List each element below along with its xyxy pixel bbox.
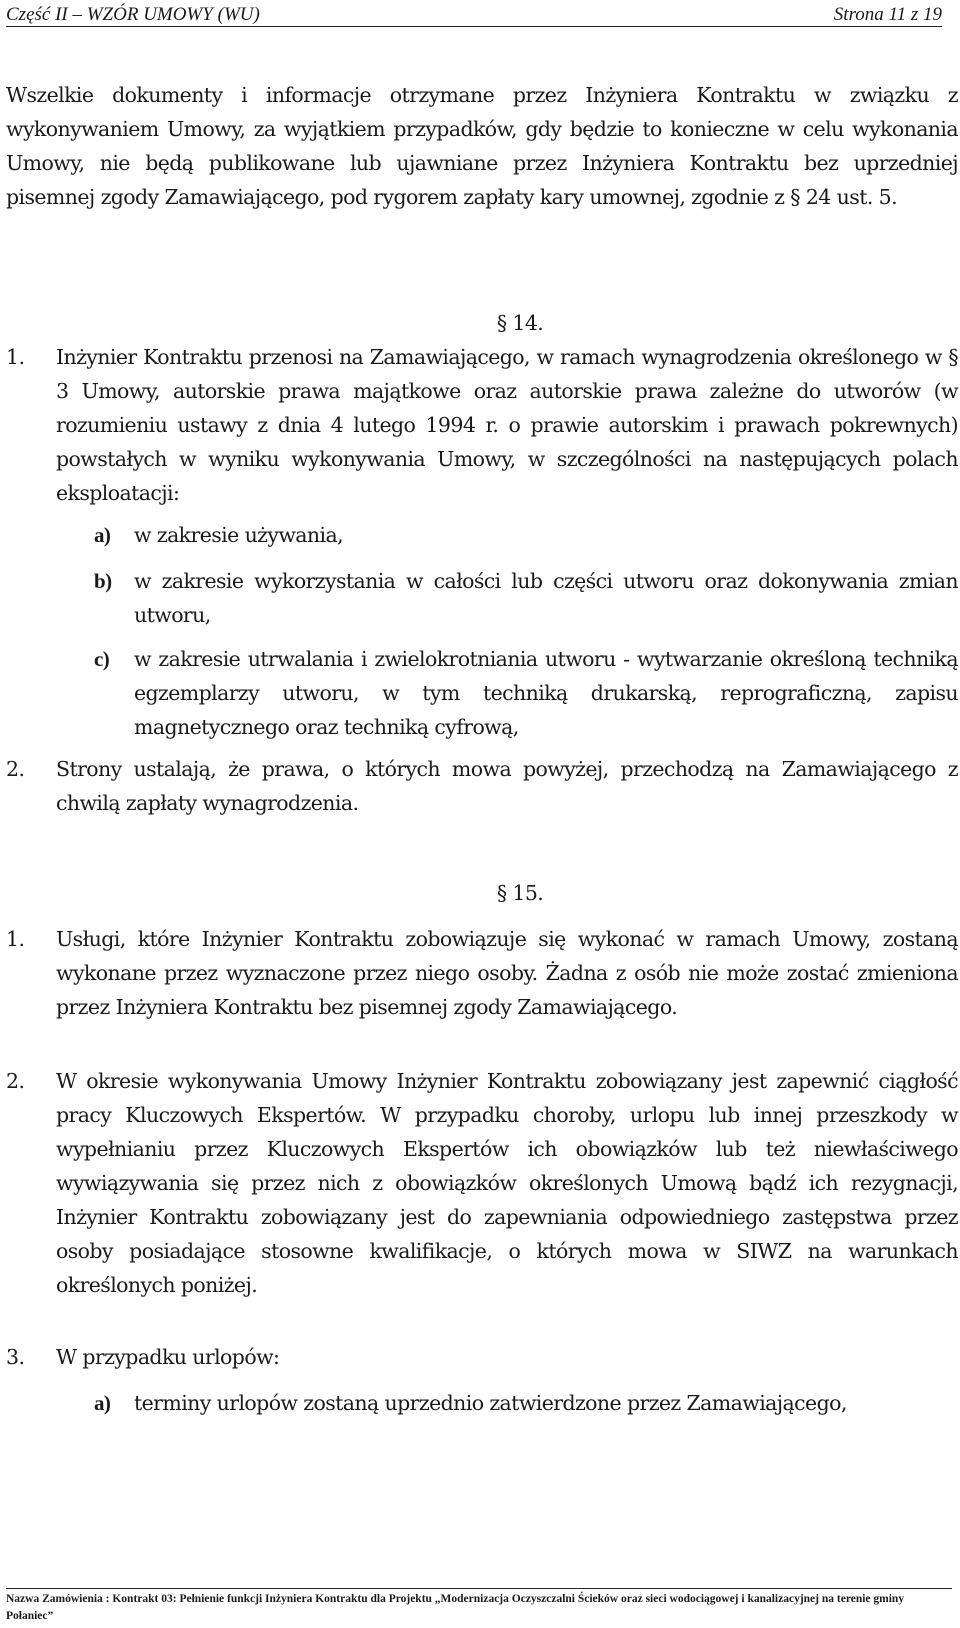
section-14-item-1 (6, 340, 958, 510)
item-number: 1. (6, 345, 25, 369)
section-title-14: § 14. (496, 311, 544, 335)
sub-text: w zakresie używania, (134, 523, 344, 547)
section-14-item-1-sub-c (94, 642, 958, 744)
sub-text: terminy urlopów zostaną uprzednio zatwierdzone przez Zamawiającego, (134, 1391, 847, 1415)
section-15-item-1 (6, 922, 958, 1024)
section-15-item-2 (6, 1064, 958, 1302)
item-text: Inżynier Kontraktu przenosi na Zamawiającego, w ramach wynagrodzenia określonego w § 3 Umowy, autorskie prawa majątkowe oraz autorskie prawa zależne do utworów (w rozumieniu ustawy z dnia 4 lutego 1994 r. o prawie autorskim i prawach pokrewnych) powstałych w wyniku wykonywania Umowy, w szczególności na następujących polach eksploatacji: (56, 345, 958, 505)
sub-text: w zakresie utrwalania i zwielokrotniania utworu - wytwarzanie określoną techniką egzemplarzy utworu, w tym techniką drukarską, reprograficzną, zapisu magnetycznego oraz techniką cyfrową, (134, 647, 958, 739)
section-title-15: § 15. (496, 881, 544, 905)
item-number: 2. (6, 1069, 25, 1093)
section-15-item-3-sub-a (94, 1386, 958, 1420)
item-text: Usługi, które Inżynier Kontraktu zobowiązuje się wykonać w ramach Umowy, zostaną wykonane przez wyznaczone przez niego osoby. Żadna z osób nie może zostać zmieniona przez Inżyniera Kontraktu bez pisemnej zgody Zamawiającego. (56, 927, 958, 1019)
section-14-item-2 (6, 752, 958, 820)
item-number: 1. (6, 927, 25, 951)
item-text: Strony ustalają, że prawa, o których mowa powyżej, przechodzą na Zamawiającego z chwilą zapłaty wynagrodzenia. (56, 757, 958, 815)
page-header (6, 4, 942, 27)
sub-text: w zakresie wykorzystania w całości lub części utworu oraz dokonywania zmian utworu, (134, 569, 958, 627)
sub-letter: a) (94, 523, 111, 547)
section-14-item-1-sub-b (94, 564, 958, 632)
section-15-item-3 (6, 1340, 958, 1374)
section-14-item-1-sub-a (94, 518, 958, 552)
sub-letter: b) (94, 569, 112, 593)
sub-letter: a) (94, 1391, 111, 1415)
sub-letter: c) (94, 647, 110, 671)
intro-paragraph: Wszelkie dokumenty i informacje otrzymane przez Inżyniera Kontraktu w związku z wykonywaniem Umowy, za wyjątkiem przypadków, gdy będzie to konieczne w celu wykonania Umowy, nie będą publikowane lub ujawniane przez Inżyniera Kontraktu bez uprzedniej pisemnej zgody Zamawiającego, pod rygorem zapłaty kary umownej, zgodnie z § 24 ust. 5. (6, 83, 958, 209)
item-text: W okresie wykonywania Umowy Inżynier Kontraktu zobowiązany jest zapewnić ciągłość pracy Kluczowych Ekspertów. W przypadku choroby, urlopu lub innej przeszkody w wypełnianiu przez Kluczowych Ekspertów ich obowiązków lub też niewłaściwego wywiązywania się przez nich z obowiązków określonych Umową bądź ich rezygnacji, Inżynier Kontraktu zobowiązany jest do zapewniania odpowiedniego zastępstwa przez osoby posiadające stosowne kwalifikacje, o których mowa w SIWZ na warunkach określonych poniżej. (56, 1069, 958, 1297)
item-number: 2. (6, 757, 25, 781)
page-number: Strona 11 z 19 (833, 4, 942, 25)
page-footer: Nazwa Zamówienia : Kontrakt 03: Pełnienie funkcji Inżyniera Kontraktu dla Projektu „Modernizacja Oczyszczalni Ścieków oraz sieci wodociągowej i kanalizacyjnej na terenie gminy Połaniec” (6, 1588, 952, 1625)
header-title: Część II – WZÓR UMOWY (WU) (6, 4, 260, 25)
item-text: W przypadku urlopów: (56, 1345, 280, 1369)
item-number: 3. (6, 1345, 25, 1369)
